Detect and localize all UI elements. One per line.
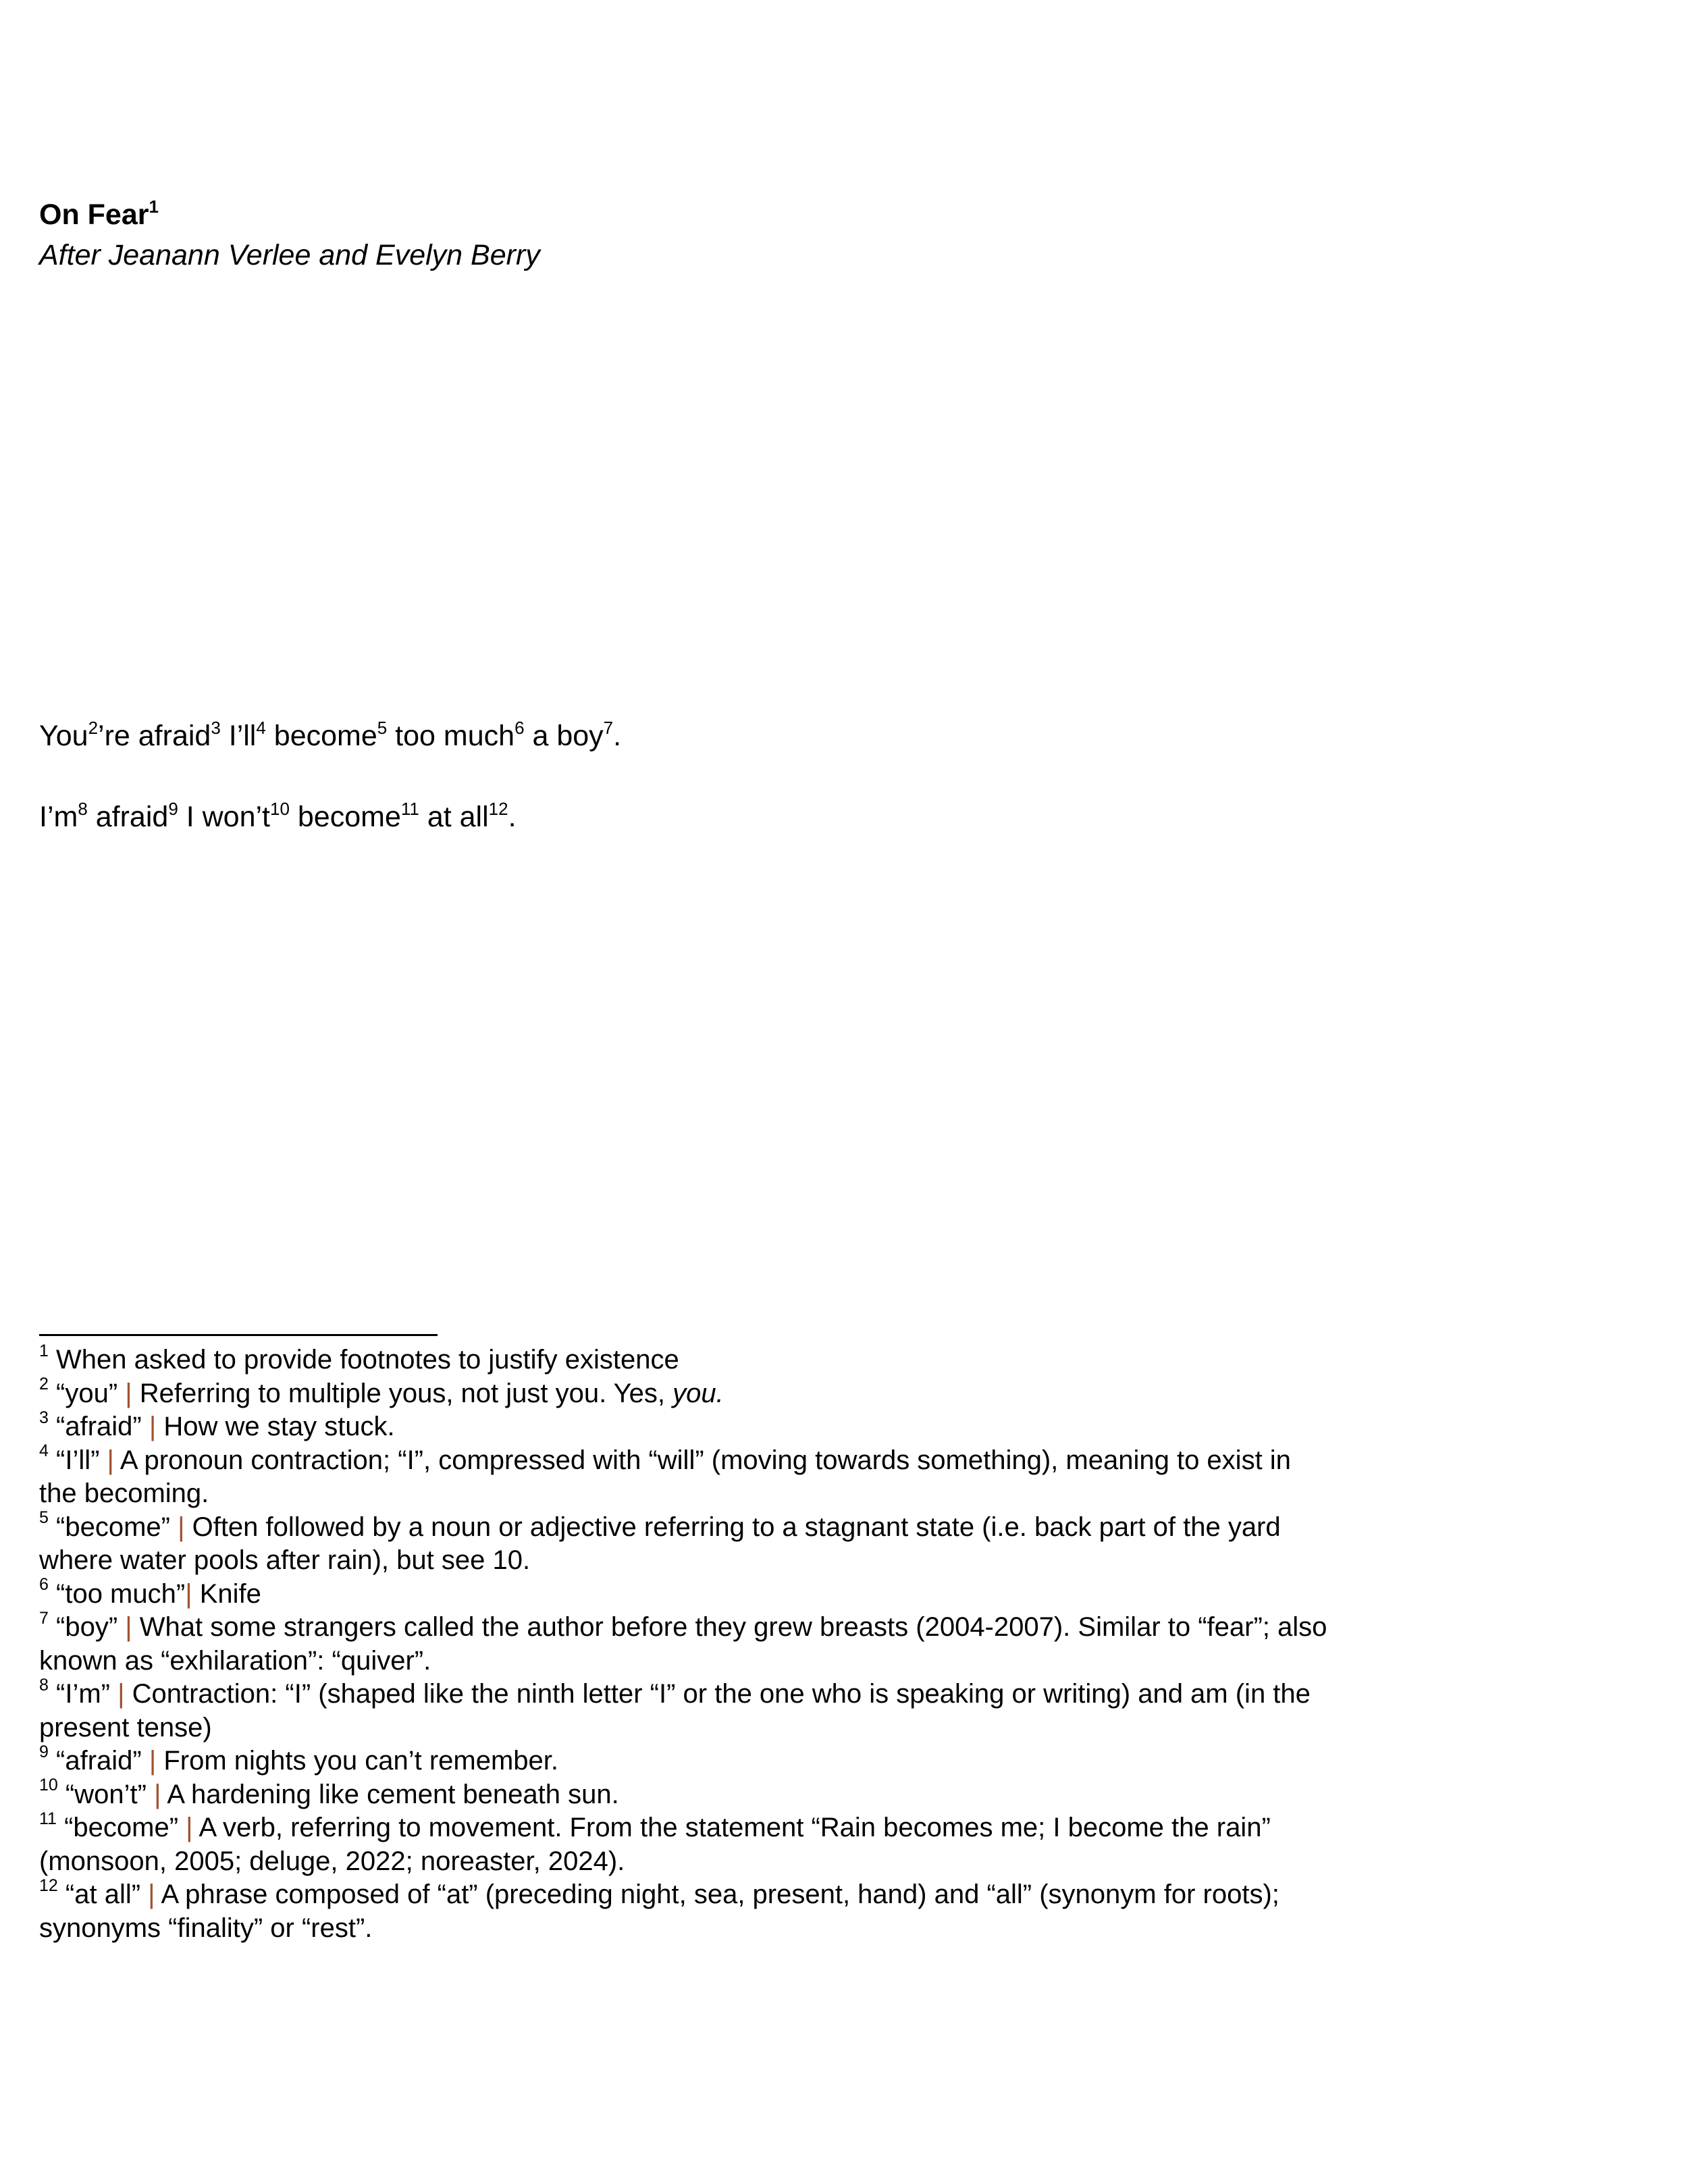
footnote-term: “you” [48, 1378, 118, 1408]
footnote-ref: 12 [488, 798, 508, 819]
footnote-number: 5 [39, 1508, 49, 1528]
footnote-2 [39, 1377, 1336, 1411]
poem-dedication: After Jeanann Verlee and Evelyn Berry [39, 239, 540, 271]
footnote-text: Knife [199, 1578, 261, 1609]
poem-word: I’ll [220, 720, 257, 752]
footnote-ref: 1 [149, 196, 159, 217]
poem-line-2 [39, 797, 621, 837]
footnote-number: 12 [39, 1875, 58, 1895]
footnote-text: Referring to multiple yous, not just you. Yes, [139, 1378, 673, 1408]
poem-word: a boy [524, 720, 604, 752]
footnote-text: From nights you can’t remember. [163, 1746, 559, 1776]
poem-title [39, 194, 540, 235]
footnote-ref: 3 [211, 717, 221, 738]
poem-punctuation: . [508, 801, 517, 833]
footnote-divider: | [117, 1612, 140, 1642]
footnote-emphasis: you. [672, 1378, 724, 1408]
footnote-number: 3 [39, 1408, 49, 1427]
footnote-divider: | [141, 1746, 164, 1776]
poem-word: You [39, 720, 88, 752]
footnote-ref: 9 [168, 798, 178, 819]
footnote-text: How we stay stuck. [163, 1412, 395, 1441]
poem-word: become [265, 720, 377, 752]
poem-word: at all [419, 801, 489, 833]
footnote-4 [39, 1441, 1336, 1511]
poem-title-text: On Fear [39, 198, 149, 231]
poem-word: afraid [87, 801, 169, 833]
footnote-term: “won’t” [57, 1779, 147, 1809]
footnote-ref: 6 [515, 717, 525, 738]
footnotes-section [39, 1343, 1336, 1945]
footnote-10 [39, 1778, 1336, 1812]
poem-word: I’m [39, 801, 78, 833]
footnote-term: “boy” [48, 1612, 118, 1642]
footnote-number: 9 [39, 1742, 49, 1761]
footnote-number: 6 [39, 1575, 49, 1595]
footnote-term: “afraid” [48, 1412, 142, 1441]
footnote-3 [39, 1410, 1336, 1444]
footnote-text: When asked to provide footnotes to justify existence [48, 1345, 679, 1375]
footnote-ref: 4 [256, 717, 266, 738]
footnote-text: Often followed by a noun or adjective referring to a stagnant state (i.e. back part of the yard where water pools after rain), but see 10. [39, 1512, 1281, 1575]
footnote-ref: 11 [400, 798, 419, 819]
footnote-separator-rule [39, 1334, 438, 1336]
poem-word: ’re afraid [98, 720, 211, 752]
footnote-12 [39, 1875, 1336, 1945]
footnote-text: A hardening like cement beneath sun. [167, 1779, 619, 1809]
footnote-number: 2 [39, 1375, 49, 1394]
footnote-number: 11 [39, 1809, 57, 1828]
footnote-divider: | [178, 1813, 199, 1842]
poem-line-1 [39, 716, 621, 756]
footnote-1 [39, 1343, 1336, 1377]
footnote-text: A phrase composed of “at” (preceding night, sea, present, hand) and “all” (synonym for roots); synonyms “finality” or “rest”. [39, 1880, 1280, 1943]
footnote-number: 10 [39, 1776, 58, 1795]
footnote-number: 8 [39, 1675, 49, 1695]
footnote-5 [39, 1508, 1336, 1578]
footnote-term: “afraid” [48, 1746, 142, 1776]
poem-word: too much [387, 720, 515, 752]
footnote-6 [39, 1575, 1336, 1612]
footnote-number: 4 [39, 1441, 49, 1461]
footnote-text: Contraction: “I” (shaped like the ninth letter “I” or the one who is speaking or writing) and am (in the present tense) [39, 1679, 1311, 1742]
footnote-term: “at all” [57, 1880, 141, 1909]
footnote-divider: | [141, 1412, 164, 1441]
footnote-ref: 7 [603, 717, 614, 738]
poem-word: I won’t [178, 801, 271, 833]
footnote-divider: | [117, 1378, 140, 1408]
poem-punctuation: . [613, 720, 622, 752]
footnote-term: “too much” [48, 1578, 186, 1609]
footnote-number: 1 [39, 1341, 49, 1360]
footnote-11 [39, 1811, 1336, 1878]
poem-body [39, 716, 621, 837]
footnote-divider: | [140, 1880, 161, 1909]
poem-word: become [289, 801, 401, 833]
footnote-term: “I’m” [48, 1679, 110, 1709]
footnote-9 [39, 1744, 1336, 1778]
footnote-divider: | [185, 1578, 200, 1609]
footnote-term: “become” [56, 1813, 179, 1842]
footnote-7 [39, 1608, 1336, 1678]
footnote-number: 7 [39, 1608, 49, 1628]
footnote-divider: | [169, 1512, 192, 1542]
footnote-8 [39, 1675, 1336, 1744]
footnote-ref: 10 [270, 798, 290, 819]
footnote-term: “become” [48, 1512, 170, 1542]
footnote-divider: | [146, 1779, 167, 1809]
footnote-divider: | [99, 1445, 120, 1475]
footnote-ref: 8 [78, 798, 88, 819]
footnote-text: A verb, referring to movement. From the statement “Rain becomes me; I become the rain” (monsoon, 2005; deluge, 2022; noreaster, 2024). [39, 1813, 1271, 1876]
title-block [39, 194, 540, 275]
footnote-text: A pronoun contraction; “I”, compressed with “will” (moving towards something), meaning to exist in the becoming. [39, 1445, 1291, 1508]
footnote-ref: 2 [88, 717, 99, 738]
footnote-divider: | [109, 1679, 132, 1709]
footnote-text: What some strangers called the author before they grew breasts (2004-2007). Similar to “fear”; also known as “exhilaration”: “quiver”. [39, 1612, 1327, 1676]
footnote-term: “I’ll” [48, 1445, 100, 1475]
footnote-ref: 5 [377, 717, 388, 738]
